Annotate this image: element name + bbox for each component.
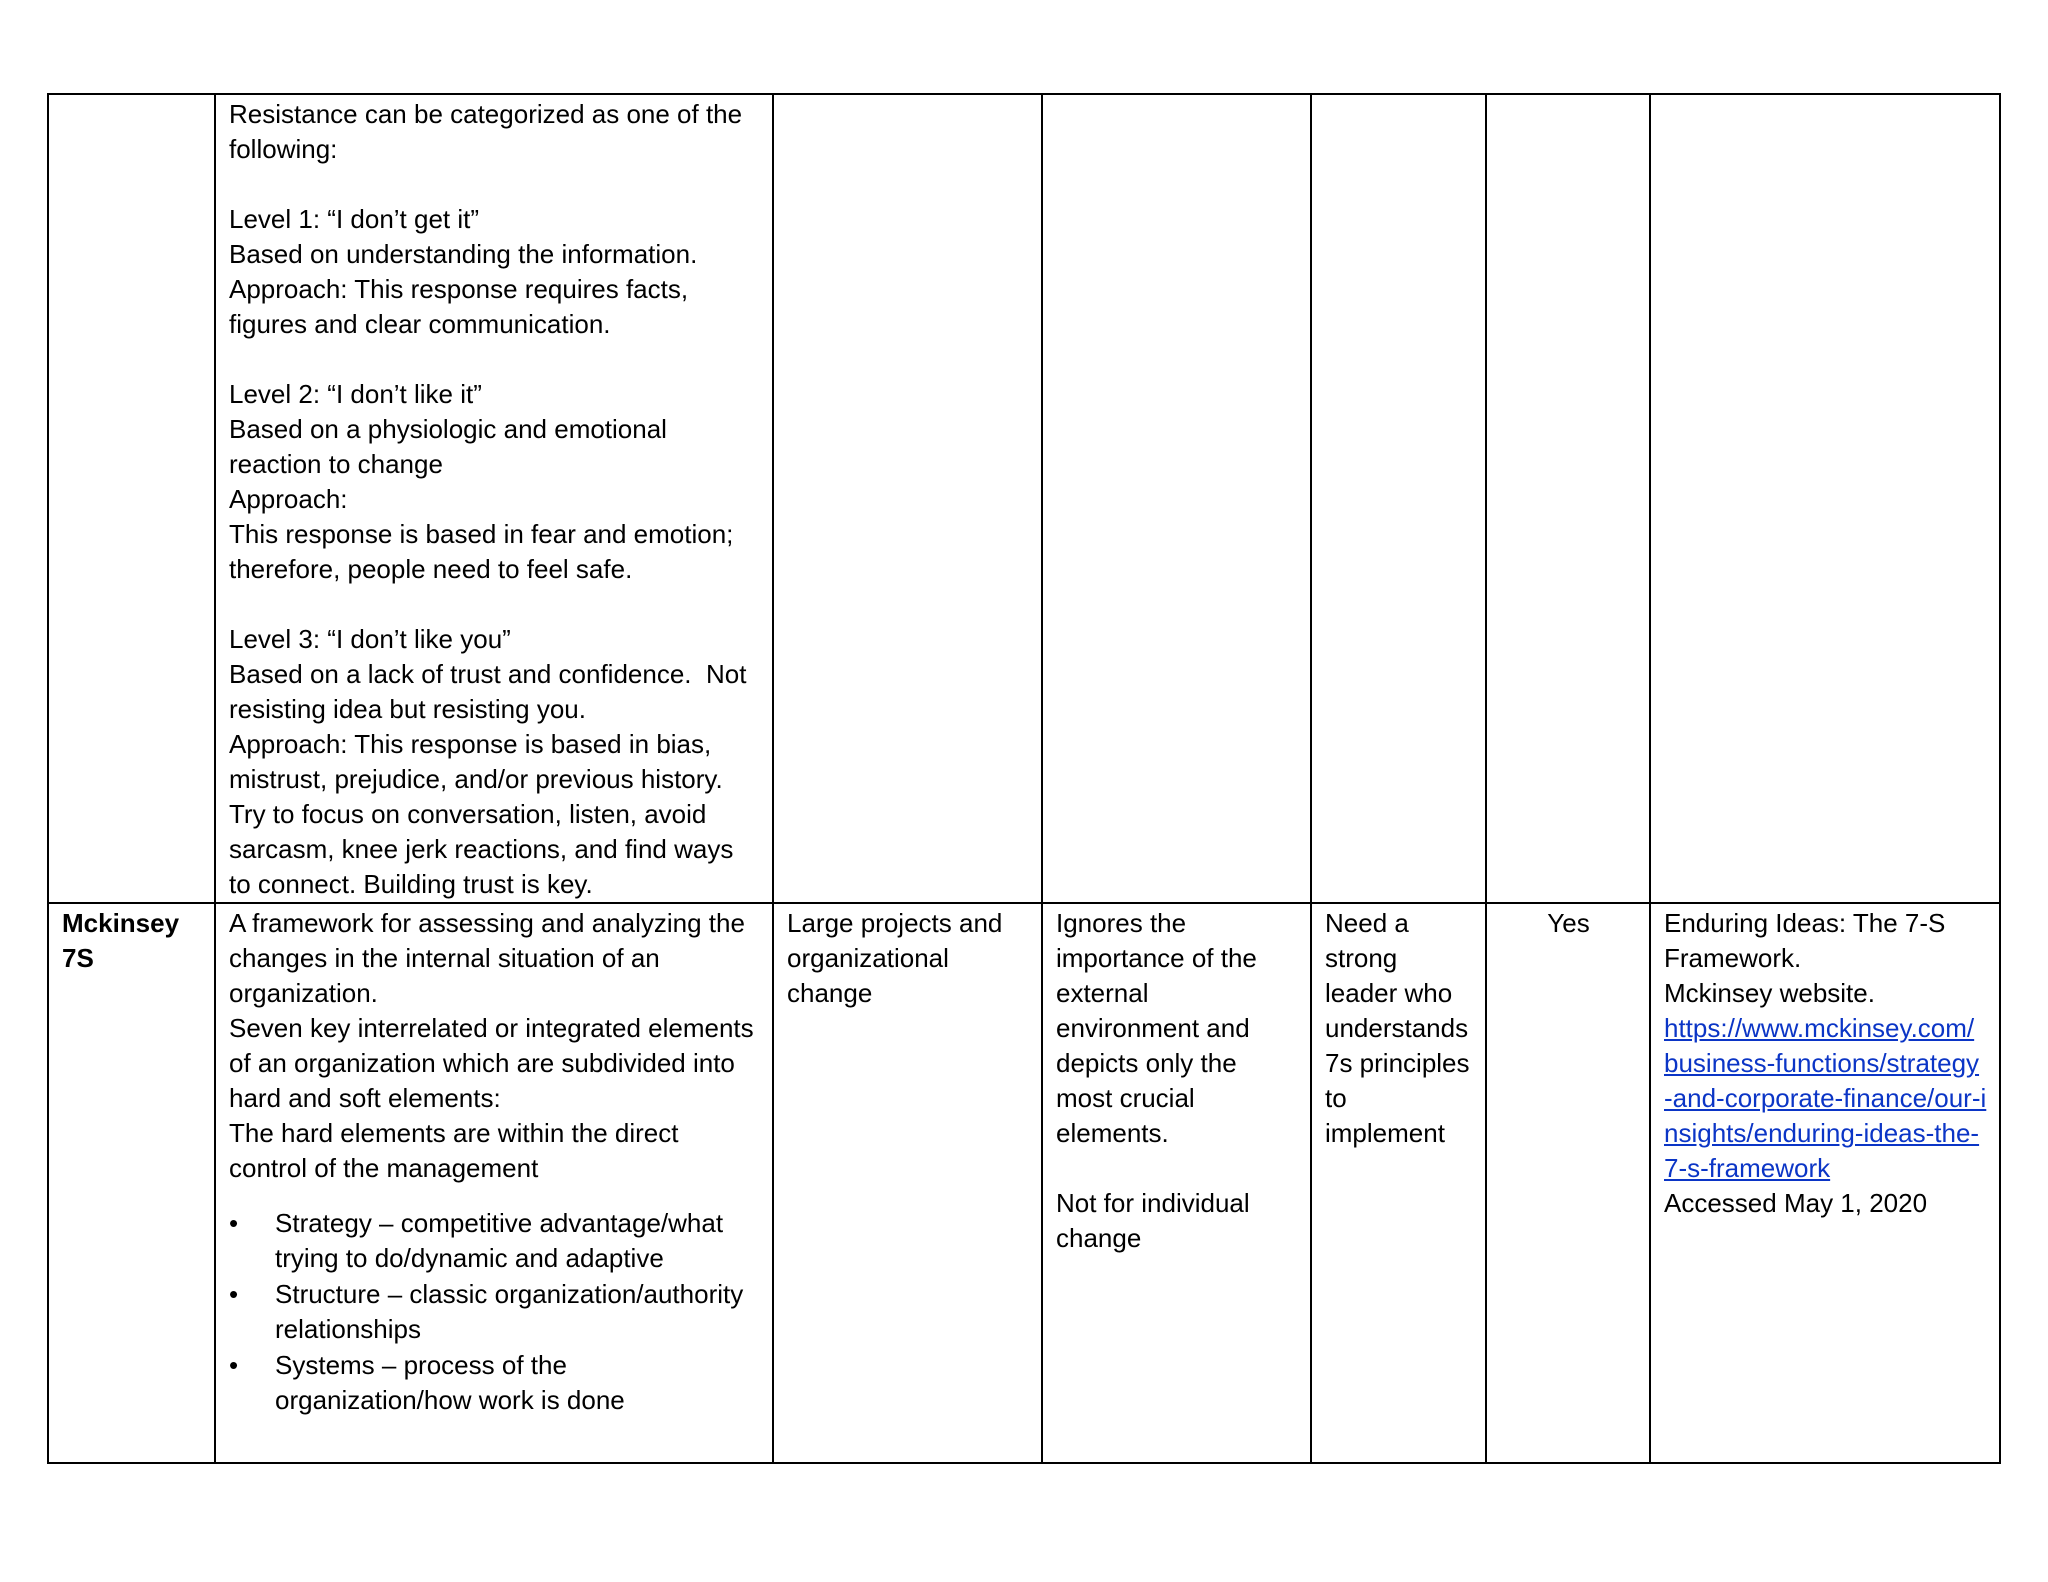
reference-link[interactable]: https://www.mckinsey.com/business-functions/strategy-and-corporate-finance/our-insights/enduring-ideas-the-7-s-framework bbox=[1664, 1013, 1987, 1183]
limitations-note: Not for individual change bbox=[1056, 1188, 1257, 1253]
model-name: Mckinsey 7S bbox=[62, 908, 180, 973]
reference-accessed: Accessed May 1, 2020 bbox=[1664, 1188, 1928, 1218]
applicable-cell bbox=[1486, 94, 1650, 903]
model-name-cell bbox=[48, 94, 215, 903]
description-cell bbox=[215, 903, 773, 1463]
limitations-cell bbox=[1042, 94, 1311, 903]
reference-cell bbox=[1650, 903, 2000, 1463]
change-models-table bbox=[47, 93, 2001, 1464]
blank-line bbox=[229, 167, 760, 202]
best-for-cell bbox=[773, 94, 1042, 903]
level-heading: Level 2: “I don’t like it” bbox=[229, 379, 482, 409]
limitations-cell bbox=[1042, 903, 1311, 1463]
description-line: A framework for assessing and analyzing the changes in the internal situation of an organization. bbox=[229, 908, 753, 1008]
table-row bbox=[48, 94, 2000, 903]
table-row bbox=[48, 903, 2000, 1463]
description-line: Based on a physiologic and emotional reaction to change bbox=[229, 414, 675, 479]
limitations-text: Ignores the importance of the external environment and depicts only the most crucial elements. bbox=[1056, 908, 1265, 1148]
blank-line bbox=[1056, 1151, 1298, 1186]
description-cell bbox=[215, 94, 773, 903]
description-line: Seven key interrelated or integrated elements of an organization which are subdivided into hard and soft elements: bbox=[229, 1013, 761, 1113]
bullet-item: • Strategy – competitive advantage/what trying to do/dynamic and adaptive bbox=[275, 1206, 760, 1276]
applicable-cell bbox=[1486, 903, 1650, 1463]
best-for-cell bbox=[773, 903, 1042, 1463]
description-line: This response is based in fear and emotion; therefore, people need to feel safe. bbox=[229, 519, 741, 584]
description-line: Approach: This response is based in bias, mistrust, prejudice, and/or previous history. Try to focus on conversation, listen, avoid sarcasm, knee jerk reactions, and find ways to connect. Building trust is key. bbox=[229, 729, 741, 899]
requirements-cell bbox=[1311, 94, 1486, 903]
description-line: Resistance can be categorized as one of the following: bbox=[229, 99, 750, 164]
applicable-value: Yes bbox=[1547, 908, 1590, 938]
best-for-text: Large projects and organizational change bbox=[787, 908, 1010, 1008]
reference-title: Enduring Ideas: The 7-S Framework. bbox=[1664, 908, 1953, 973]
level-heading: Level 1: “I don’t get it” bbox=[229, 204, 480, 234]
bullet-list bbox=[229, 1206, 760, 1418]
reference-cell bbox=[1650, 94, 2000, 903]
blank-line bbox=[229, 342, 760, 377]
bullet-item: • Systems – process of the organization/how work is done bbox=[275, 1348, 760, 1418]
requirements-cell bbox=[1311, 903, 1486, 1463]
description-line: Based on a lack of trust and confidence. Not resisting idea but resisting you. bbox=[229, 659, 754, 724]
bullet-item: • Structure – classic organization/authority relationships bbox=[275, 1277, 760, 1347]
description-line: Approach: This response requires facts, figures and clear communication. bbox=[229, 274, 696, 339]
description-line: The hard elements are within the direct control of the management bbox=[229, 1118, 686, 1183]
model-name-cell bbox=[48, 903, 215, 1463]
requirements-text: Need a strong leader who understands 7s principles to implement bbox=[1325, 908, 1477, 1148]
description-line: Based on understanding the information. bbox=[229, 239, 698, 269]
blank-line bbox=[229, 587, 760, 622]
reference-source: Mckinsey website. bbox=[1664, 978, 1875, 1008]
level-heading: Level 3: “I don’t like you” bbox=[229, 624, 511, 654]
description-line: Approach: bbox=[229, 484, 348, 514]
